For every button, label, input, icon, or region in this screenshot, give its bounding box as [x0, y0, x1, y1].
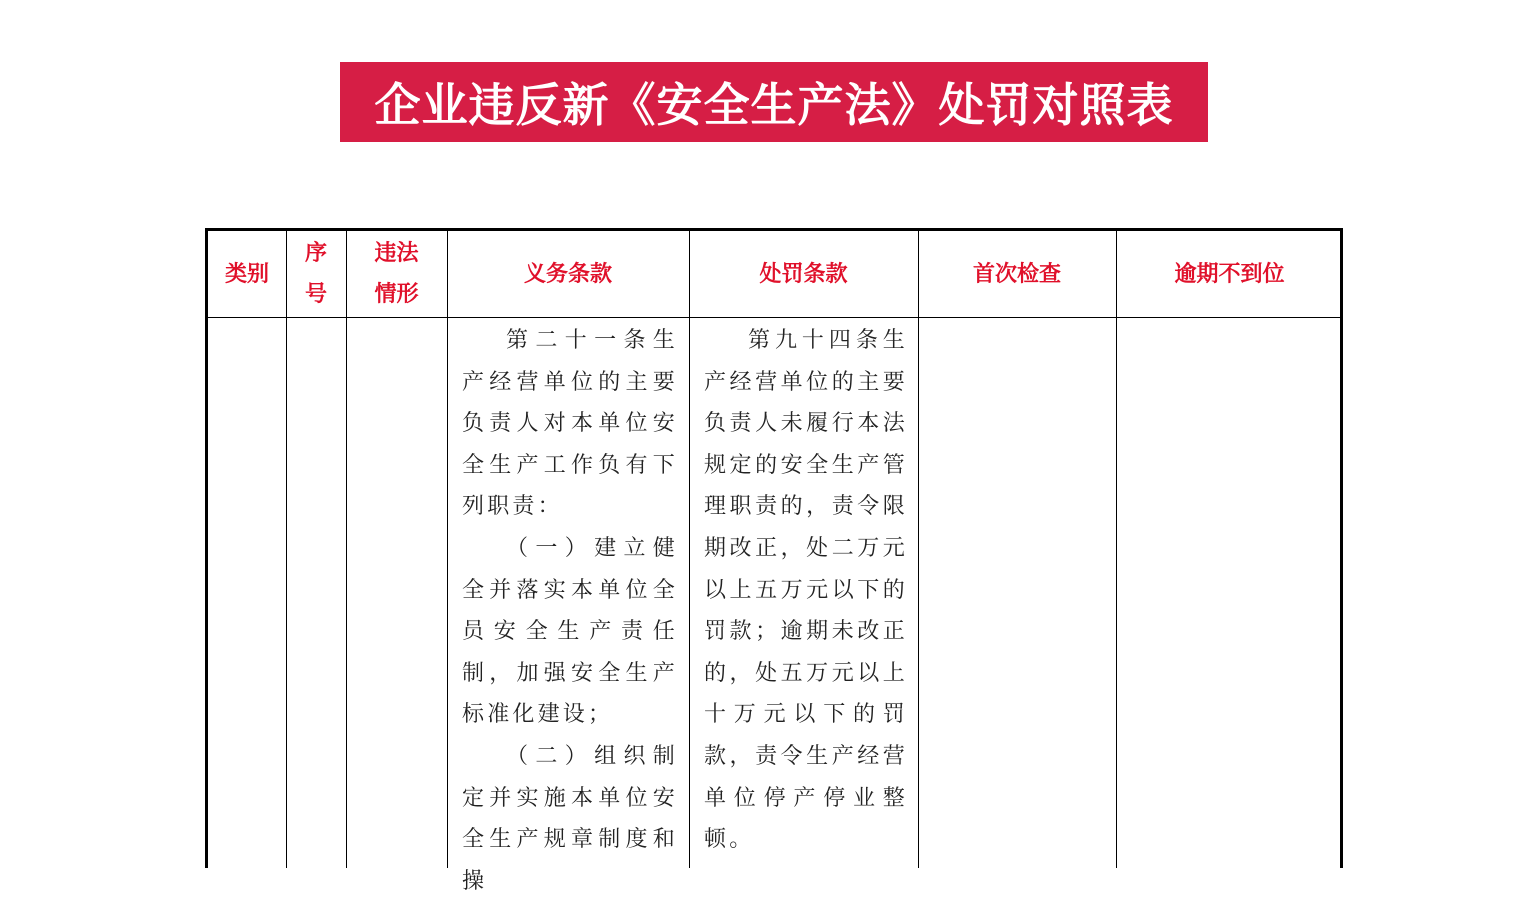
column-divider [1116, 231, 1117, 868]
header-violation-line2: 情形 [374, 281, 419, 307]
page-title: 企业违反新《安全生产法》处罚对照表 [340, 62, 1208, 142]
header-violation-line1: 违法 [374, 240, 419, 266]
penalty-paragraph: 第九十四条生产经营单位的主要负责人未履行本法规定的安全生产管理职责的，责令限期改正，处二万元以上五万元以下的罚款；逾期未改正的，处五万元以上十万元以下的罚款，责令生产经营单位停产停业整顿。 [704, 328, 908, 853]
header-category: 类别 [224, 260, 269, 287]
header-first-check: 首次检查 [972, 260, 1061, 287]
obligation-paragraph: （一）建立健全并落实本单位全员安全生产责任制，加强安全生产标准化建设； [462, 535, 678, 728]
header-number-line1: 序 [304, 240, 327, 266]
obligation-paragraph: （二）组织制定并实施本单位安全生产规章制度和操 [462, 743, 678, 894]
header-number [286, 231, 346, 317]
obligation-paragraph: 第二十一条生产经营单位的主要负责人对本单位安全生产工作负有下列职责： [462, 328, 678, 520]
column-divider [286, 231, 287, 868]
penalty-table [205, 228, 1343, 894]
obligation-cell [462, 317, 678, 902]
penalty-cell [704, 317, 908, 861]
column-divider [447, 231, 448, 868]
header-obligation: 义务条款 [523, 260, 612, 287]
header-number-line2: 号 [304, 281, 327, 307]
column-divider [346, 231, 347, 868]
header-penalty: 处罚条款 [759, 260, 848, 287]
column-divider [689, 231, 690, 868]
header-overdue: 逾期不到位 [1174, 260, 1285, 287]
header-violation [346, 231, 447, 317]
column-divider [918, 231, 919, 868]
